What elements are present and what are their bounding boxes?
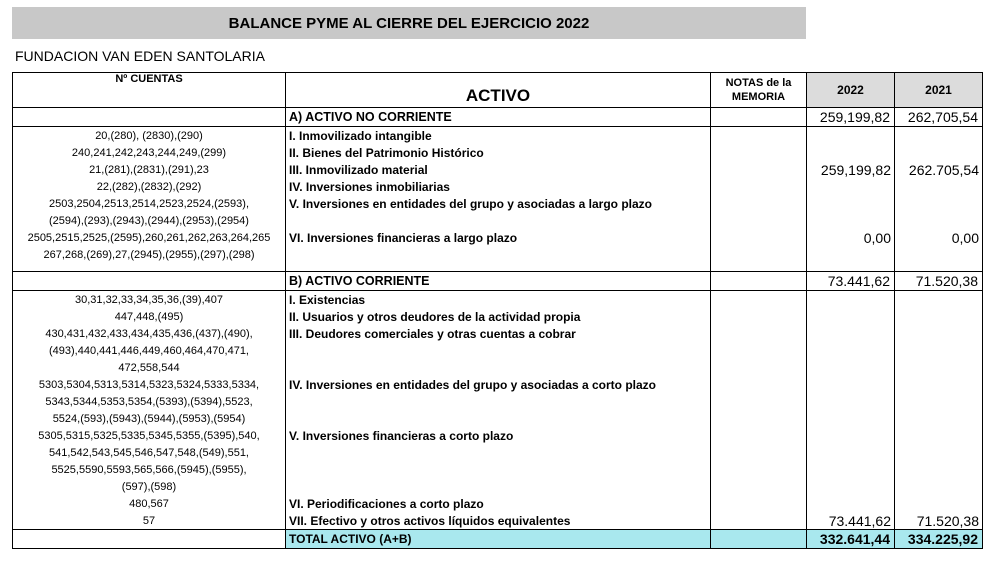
section-a-row [13,108,983,127]
section-a-notes [711,108,807,127]
value-2022 [807,325,895,342]
table-row [13,246,983,263]
value-2021 [895,393,983,410]
value-2022 [807,393,895,410]
table-row [13,212,983,229]
notes-cell [711,427,807,444]
spacer-row [13,263,983,272]
table-row [13,342,983,359]
table-row [13,478,983,495]
value-2022 [807,144,895,161]
table-row [13,461,983,478]
line-description: VI. Inversiones financieras a largo plazo [286,229,711,246]
line-description [286,393,711,410]
notes-cell [711,308,807,325]
notes-header-line2: MEMORIA [731,91,786,103]
value-2022 [807,127,895,145]
account-codes: 2503,2504,2513,2514,2523,2524,(2593), [48,197,249,210]
notes-cell [711,444,807,461]
value-2021 [895,127,983,145]
section-b-notes [711,272,807,291]
notes-cell [711,495,807,512]
total-label: TOTAL ACTIVO (A+B) [286,530,711,549]
line-description: VI. Periodificaciones a corto plazo [286,495,711,512]
account-codes: 5303,5304,5313,5314,5323,5324,5333,5334, [38,378,260,391]
line-description [286,444,711,461]
report-title: BALANCE PYME AL CIERRE DEL EJERCICIO 2022 [12,7,806,39]
account-codes: 5343,5344,5353,5354,(5393),(5394),5523, [45,395,253,408]
table-row [13,325,983,342]
value-2022 [807,291,895,309]
value-2022 [807,308,895,325]
table-row [13,512,983,530]
value-2022 [807,376,895,393]
section-b-row [13,272,983,291]
notes-cell [711,212,807,229]
notes-cell [711,178,807,195]
total-row [13,530,983,549]
table-row [13,229,983,246]
total-2021: 334.225,92 [895,530,983,549]
account-codes: 447,448,(495) [114,310,184,323]
notes-cell [711,393,807,410]
section-a-accounts [13,108,286,127]
value-2022: 0,00 [807,229,895,246]
notes-cell [711,325,807,342]
line-description [286,359,711,376]
value-2021 [895,444,983,461]
total-2022: 332.641,44 [807,530,895,549]
table-row [13,376,983,393]
value-2021 [895,410,983,427]
value-2021 [895,144,983,161]
table-row [13,495,983,512]
section-b-2021: 71.520,38 [895,272,983,291]
notes-cell [711,512,807,530]
line-description: III. Inmovilizado material [286,161,711,178]
section-b-label: B) ACTIVO CORRIENTE [286,272,711,291]
value-2022 [807,478,895,495]
total-notes [711,530,807,549]
table-row [13,308,983,325]
line-description [286,342,711,359]
value-2021 [895,308,983,325]
line-description: IV. Inversiones en entidades del grupo y asociadas a corto plazo [286,376,711,393]
value-2022 [807,178,895,195]
value-2021 [895,342,983,359]
value-2021 [895,195,983,212]
value-2021 [895,212,983,229]
section-b-accounts [13,272,286,291]
total-accounts [13,530,286,549]
table-row [13,144,983,161]
account-codes: 5525,5590,5593,565,566,(5945),(5955), [51,463,247,476]
line-description [286,478,711,495]
table-row [13,178,983,195]
value-2021 [895,178,983,195]
line-description: III. Deudores comerciales y otras cuentas a cobrar [286,325,711,342]
line-description: VII. Efectivo y otros activos líquidos equivalentes [286,512,711,530]
value-2022 [807,342,895,359]
notes-cell [711,229,807,246]
notes-column-header [711,73,807,108]
value-2021 [895,359,983,376]
accounts-column-header: Nº CUENTAS [13,73,286,108]
year-2022-header: 2022 [807,73,895,108]
account-codes: 30,31,32,33,34,35,36,(39),407 [74,293,223,306]
value-2022 [807,212,895,229]
value-2022 [807,410,895,427]
account-codes: 472,558,544 [118,361,180,374]
value-2021 [895,325,983,342]
table-header-row [13,73,983,108]
account-codes: (597),(598) [121,480,177,493]
section-a-label: A) ACTIVO NO CORRIENTE [286,108,711,127]
table-row [13,393,983,410]
table-row [13,127,983,145]
table-row [13,359,983,376]
balance-table [12,72,983,549]
organization-name: FUNDACION VAN EDEN SANTOLARIA [15,48,265,64]
line-description: I. Inmovilizado intangible [286,127,711,145]
notes-cell [711,342,807,359]
value-2021 [895,461,983,478]
table-row [13,444,983,461]
value-2021 [895,427,983,444]
value-2021: 0,00 [895,229,983,246]
line-description [286,212,711,229]
line-description [286,410,711,427]
value-2021: 262.705,54 [895,161,983,178]
line-description: II. Bienes del Patrimonio Histórico [286,144,711,161]
notes-cell [711,144,807,161]
account-codes: 430,431,432,433,434,435,436,(437),(490), [45,327,253,340]
table-row [13,195,983,212]
account-codes: 541,542,543,545,546,547,548,(549),551, [48,446,249,459]
notes-cell [711,246,807,263]
account-codes: (493),440,441,446,449,460,464,470,471, [48,344,249,357]
account-codes: 240,241,242,243,244,249,(299) [71,146,227,159]
line-description [286,461,711,478]
value-2021 [895,291,983,309]
value-2022 [807,427,895,444]
notes-cell [711,461,807,478]
notes-cell [711,195,807,212]
notes-header-line1: NOTAS de la [725,77,792,89]
value-2022 [807,461,895,478]
line-description [286,246,711,263]
value-2022: 259,199,82 [807,161,895,178]
value-2021 [895,495,983,512]
notes-cell [711,359,807,376]
account-codes: 2505,2515,2525,(2595),260,261,262,263,264,265 [27,231,271,244]
value-2022 [807,195,895,212]
table-row [13,291,983,309]
notes-cell [711,161,807,178]
account-codes: 22,(282),(2832),(292) [96,180,202,193]
notes-cell [711,127,807,145]
account-codes: 21,(281),(2831),(291),23 [89,163,209,176]
notes-cell [711,410,807,427]
section-a-2022: 259,199,82 [807,108,895,127]
line-description: II. Usuarios y otros deudores de la actividad propia [286,308,711,325]
line-description: V. Inversiones en entidades del grupo y asociadas a largo plazo [286,195,711,212]
table-row [13,161,983,178]
activo-column-header: ACTIVO [286,73,711,108]
account-codes: 5305,5315,5325,5335,5345,5355,(5395),540, [38,429,260,442]
account-codes: 20,(280), (2830),(290) [95,129,203,142]
account-codes: (2594),(293),(2943),(2944),(2953),(2954) [49,214,249,227]
section-b-2022: 73.441,62 [807,272,895,291]
account-codes: 267,268,(269),27,(2945),(2955),(297),(298) [43,248,255,261]
year-2021-header: 2021 [895,73,983,108]
account-codes: 57 [142,514,156,527]
line-description: I. Existencias [286,291,711,309]
notes-cell [711,478,807,495]
table-row [13,427,983,444]
section-a-2021: 262,705,54 [895,108,983,127]
value-2022 [807,444,895,461]
value-2022 [807,246,895,263]
value-2021: 71.520,38 [895,512,983,530]
value-2021 [895,376,983,393]
account-codes: 5524,(593),(5943),(5944),(5953),(5954) [52,412,246,425]
value-2021 [895,246,983,263]
line-description: IV. Inversiones inmobiliarias [286,178,711,195]
account-codes: 480,567 [129,497,169,510]
notes-cell [711,376,807,393]
value-2022: 73.441,62 [807,512,895,530]
notes-cell [711,291,807,309]
value-2022 [807,495,895,512]
value-2022 [807,359,895,376]
table-row [13,410,983,427]
value-2021 [895,478,983,495]
line-description: V. Inversiones financieras a corto plazo [286,427,711,444]
